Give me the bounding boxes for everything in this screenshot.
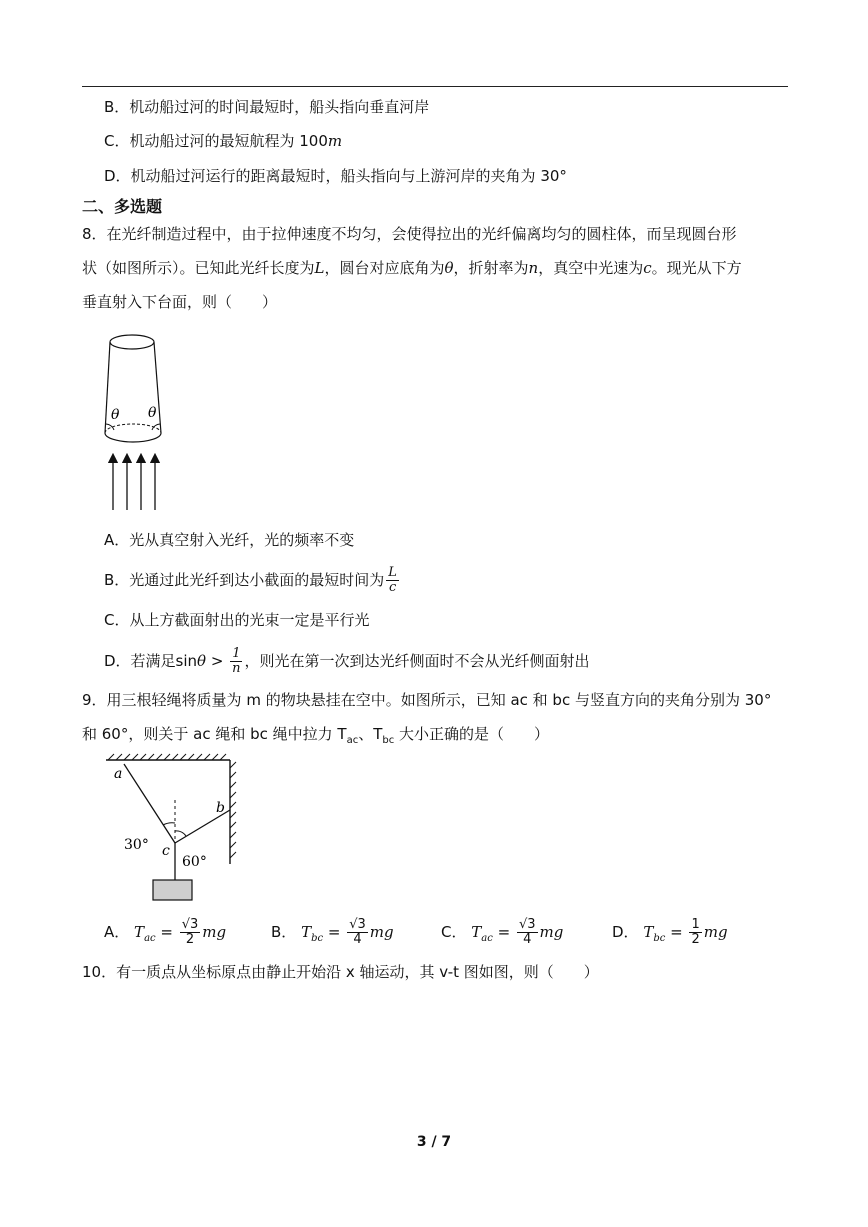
option-fraction: [517, 918, 538, 947]
q9-text-a: 和 60°，则关于 ac 绳和 bc 绳中拉力 T: [82, 725, 347, 743]
mg-term: mg: [539, 923, 564, 941]
q8-var-c: c: [643, 259, 652, 277]
label-b: b: [216, 800, 225, 816]
header-rule: [82, 86, 788, 87]
q9-sub-ac: ac: [346, 735, 359, 746]
section-title: 二、多选题: [82, 197, 163, 216]
rope-ac: [124, 764, 175, 843]
theta-label-right: θ: [148, 405, 157, 421]
label-c: c: [162, 843, 170, 859]
tension-symbol: T: [643, 923, 654, 941]
tension-symbol: T: [134, 923, 145, 941]
angle-arc-left: [106, 424, 114, 430]
equals-sign: =: [492, 923, 515, 941]
frac-denominator: n: [232, 661, 241, 676]
q8-option-d-text: D．若满足sin: [104, 652, 198, 670]
q7-option-c-unit: m: [327, 132, 343, 150]
q9-option-b: [271, 918, 394, 947]
mg-term: mg: [369, 923, 394, 941]
q9-sub-bc: bc: [382, 735, 395, 746]
option-fraction: [180, 918, 201, 947]
q8-line-1: 8．在光纤制造过程中，由于拉伸速度不均匀，会使得拉出的光纤偏离均匀的圆柱体，而呈现圆台形: [82, 225, 737, 243]
q8-text-d: ，真空中光速为: [538, 259, 644, 277]
q8-var-L: L: [314, 259, 325, 277]
tension-subscript: ac: [481, 933, 493, 944]
cone-bottom-front: [105, 433, 161, 442]
frac-numerator: 1: [232, 646, 241, 661]
cone-left-side: [105, 342, 110, 433]
q8-var-n: n: [528, 259, 539, 277]
tension-symbol: T: [301, 923, 312, 941]
q8-option-d-fraction: [230, 647, 242, 676]
frac-numerator: 1: [691, 917, 700, 932]
equals-sign: =: [665, 923, 688, 941]
q8-line-3: 垂直射入下台面，则（ ）: [82, 293, 278, 311]
q8-option-d-gt: >: [206, 652, 229, 670]
option-fraction: [689, 918, 701, 947]
q10-line-1: 10．有一质点从坐标原点由静止开始沿 x 轴运动，其 v-t 图如图，则（ ）: [82, 963, 599, 981]
option-label: A．: [104, 923, 130, 941]
q8-option-b: [104, 566, 401, 595]
q9-option-c: [441, 918, 563, 947]
q8-line-2: [82, 258, 742, 278]
q8-option-d: [104, 647, 589, 676]
option-label: D．: [612, 923, 639, 941]
equals-sign: =: [155, 923, 178, 941]
q8-option-d-post: ，则光在第一次到达光纤侧面时不会从光纤侧面射出: [244, 652, 590, 670]
tension-symbol: T: [471, 923, 482, 941]
q8-option-d-theta: θ: [197, 652, 207, 670]
mg-term: mg: [202, 923, 227, 941]
q8-option-a: A．光从真空射入光纤，光的频率不变: [104, 531, 355, 549]
frac-denominator: 2: [185, 932, 195, 947]
ceiling-hatch: [108, 754, 226, 760]
q8-text-e: 。现光从下方: [651, 259, 742, 277]
theta-label-left: θ: [111, 407, 120, 423]
q9-line-1: 9．用三根轻绳将质量为 m 的物块悬挂在空中。如图所示，已知 ac 和 bc 与竖直方向的夹角分别为 30°: [82, 691, 772, 709]
q8-option-c: C．从上方截面射出的光束一定是平行光: [104, 611, 370, 629]
q7-option-b: B．机动船过河的时间最短时，船头指向垂直河岸: [104, 98, 430, 116]
q7-option-c-text: C．机动船过河的最短航程为 100: [104, 132, 328, 150]
hanging-block: [153, 880, 192, 900]
tension-subscript: bc: [653, 933, 666, 944]
q8-text-b: ，圆台对应底角为: [324, 259, 445, 277]
q9-option-a: [104, 918, 226, 947]
option-label: C．: [441, 923, 467, 941]
frac-numerator: √3: [181, 917, 199, 932]
angle-arc-60: [175, 831, 186, 836]
mg-term: mg: [703, 923, 728, 941]
frac-numerator: √3: [518, 917, 536, 932]
option-label: B．: [271, 923, 297, 941]
label-30-degrees: 30°: [124, 837, 149, 853]
q9-tension-figure: [100, 752, 250, 902]
frac-denominator: c: [388, 580, 397, 595]
q9-text-b: 、T: [358, 725, 383, 743]
q8-var-theta: θ: [444, 259, 454, 277]
tension-subscript: bc: [311, 933, 324, 944]
tension-subscript: ac: [144, 933, 156, 944]
wall-hatch: [230, 762, 236, 858]
q8-text-a: 状（如图所示）。已知此光纤长度为: [82, 259, 315, 277]
angle-arc-30: [163, 823, 175, 825]
q8-option-b-fraction: [386, 566, 399, 595]
frac-denominator: 4: [353, 932, 362, 947]
q7-option-d: D．机动船过河运行的距离最短时，船头指向与上游河岸的夹角为 30°: [104, 167, 567, 185]
cone-top-ellipse: [110, 335, 154, 349]
label-a: a: [114, 766, 123, 782]
frac-numerator: L: [388, 565, 397, 580]
frac-numerator: √3: [349, 917, 366, 932]
q8-cone-figure: [98, 330, 178, 515]
frac-denominator: 2: [691, 932, 700, 947]
label-60-degrees: 60°: [182, 854, 207, 870]
q7-option-c: [104, 131, 342, 151]
option-fraction: [347, 918, 368, 947]
q8-option-b-text: B．光通过此光纤到达小截面的最短时间为: [104, 571, 385, 589]
equals-sign: =: [323, 923, 346, 941]
frac-denominator: 4: [523, 932, 532, 947]
q9-line-2: [82, 724, 549, 751]
page-number: 3 / 7: [416, 1134, 452, 1150]
q9-text-c: 大小正确的是（ ）: [394, 725, 550, 743]
q9-option-d: [612, 918, 728, 947]
q8-text-c: ，折射率为: [453, 259, 529, 277]
